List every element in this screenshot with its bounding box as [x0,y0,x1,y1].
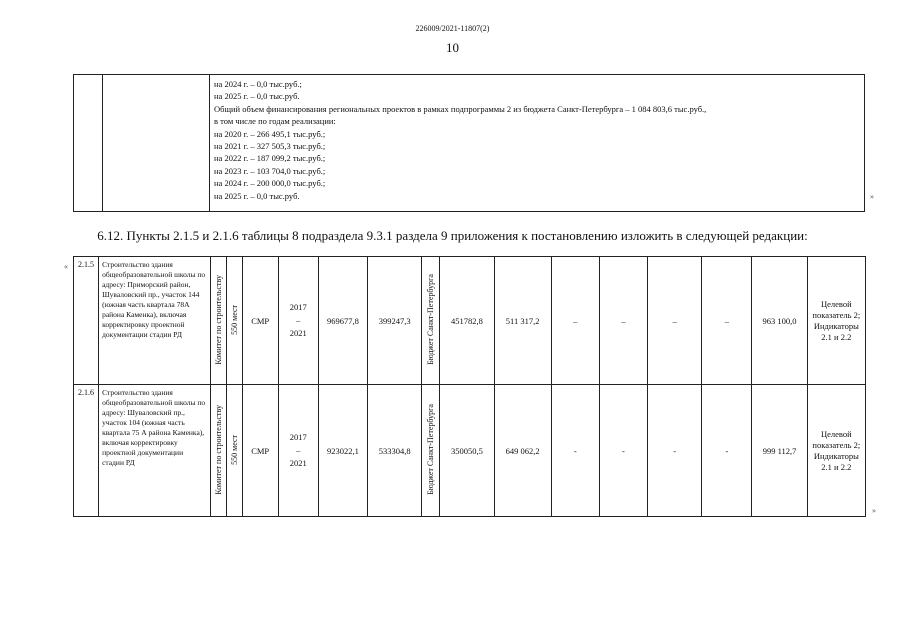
funding-2022: - [551,385,599,517]
year-end: 2021 [289,458,307,468]
table-row [74,385,866,517]
year-dash: – [296,445,301,455]
total-cost: 969677,8 [318,257,367,385]
financing-line: на 2023 г. – 103 704,0 тыс.руб.; [214,165,326,176]
funding-2025: - [702,385,752,517]
financing-text-cell [210,75,865,212]
funding-2021: 511 317,2 [494,257,551,385]
funding-2022: – [551,257,599,385]
executor-text: Комитет по строительству [213,274,223,365]
indicator: Целевой показатель 2; Индикаторы 2.1 и 2.2 [807,385,865,517]
empty-cell [74,75,103,212]
funding-total: 999 112,7 [752,385,807,517]
financing-line: на 2024 г. – 200 000,0 тыс.руб.; [214,178,326,189]
source-cell [422,257,440,385]
financing-line: Общий объем финансирования региональных проектов в рамках подпрограммы 2 из бюджета Санкт-Петербурга – 1 084 803,6 тыс.руб., [214,103,707,114]
source-cell [422,385,440,517]
funding-2023: – [599,257,647,385]
work-type: СМР [242,385,278,517]
capacity-text: 550 мест [229,304,239,335]
opening-quote-mark: « [64,262,68,271]
indicator: Целевой показатель 2; Индикаторы 2.1 и 2.2 [807,257,865,385]
financing-line: в том числе по годам реализации: [214,116,336,127]
empty-cell [103,75,210,212]
funding-2024: - [648,385,702,517]
closing-quote-mark: » [870,192,874,201]
funding-2020: 451782,8 [440,257,494,385]
row-number: 2.1.5 [74,257,99,385]
funding-2023: - [599,385,647,517]
years-cell [278,257,318,385]
closing-quote-mark: » [872,506,876,515]
projects-table [73,256,866,517]
executor-cell [210,257,226,385]
financing-line: на 2024 г. – 0,0 тыс.руб.; [214,79,302,89]
year-start: 2017 [289,302,307,312]
funding-source-text: Бюджет Санкт-Петербурга [426,274,436,365]
capacity-text: 550 мест [229,434,239,465]
year-end: 2021 [289,328,307,338]
continuation-table [73,74,865,212]
funding-2021: 649 062,2 [494,385,551,517]
section-heading: 6.12. Пункты 2.1.5 и 2.1.6 таблицы 8 подраздела 9.3.1 раздела 9 приложения к постановлению изложить в следующей редакции: [97,228,808,243]
funding-2020: 350050,5 [440,385,494,517]
total-cost: 923022,1 [318,385,367,517]
financing-line: на 2021 г. – 327 505,3 тыс.руб.; [214,141,326,152]
row-number: 2.1.6 [74,385,99,517]
funding-2025: – [702,257,752,385]
financing-line: на 2022 г. – 187 099,2 тыс.руб.; [214,153,326,164]
financing-line: на 2025 г. – 0,0 тыс.руб. [214,91,300,102]
years-cell [278,385,318,517]
funding-source-text: Бюджет Санкт-Петербурга [426,404,436,495]
funding-2024: – [648,257,702,385]
table-row [74,257,866,385]
funding-total: 963 100,0 [752,257,807,385]
page-number: 10 [446,40,459,55]
project-description: Строительство здания общеобразовательной школы по адресу: Шуваловский пр., участок 104 (южная часть квартала 75 А района Каменка), включая корректировку проектной документации стадии РД [99,385,210,517]
document-registration-code: 226009/2021-11807(2) [415,24,490,33]
capacity-cell [226,385,242,517]
financing-line: на 2025 г. – 0,0 тыс.руб. [214,190,300,201]
executor-cell [210,385,226,517]
prior-funding: 533304,8 [368,385,422,517]
work-type: СМР [242,257,278,385]
prior-funding: 399247,3 [368,257,422,385]
year-start: 2017 [289,432,307,442]
capacity-cell [226,257,242,385]
year-dash: – [296,315,301,325]
financing-line: на 2020 г. – 266 495,1 тыс.руб.; [214,128,326,139]
executor-text: Комитет по строительству [213,404,223,495]
project-description: Строительство здания общеобразовательной школы по адресу: Приморский район, Шуваловский пр., участок 144 (южная часть квартала 78А района Каменка), включая корректировку проектной документации стадии РД [99,257,210,385]
